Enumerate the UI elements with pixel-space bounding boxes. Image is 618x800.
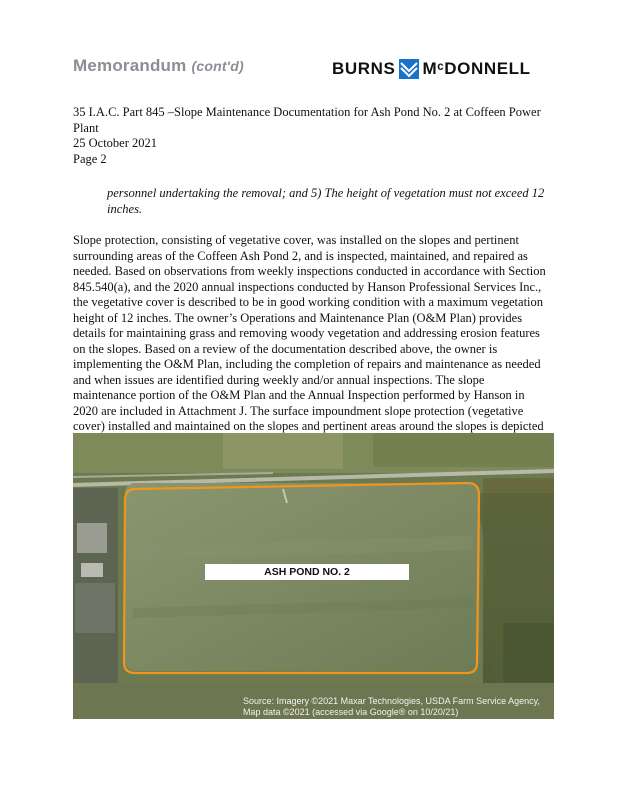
ash-pond-label: ASH POND NO. 2 [205,564,409,580]
memo-title-text: Memorandum [73,56,187,75]
logo-text-left: BURNS [332,59,396,78]
memo-title [73,56,244,76]
logo-mark-icon [399,59,419,79]
credit-line-2: Map data ©2021 (accessed via Google® on 10/20/21) [243,707,459,717]
continued-list-text: personnel undertaking the removal; and 5) The height of vegetation must not exceed 12 inches. [107,186,545,216]
credit-line-1: Source: Imagery ©2021 Maxar Technologies, USDA Farm Service Agency, [243,696,540,706]
logo-text-right: MᶜDONNELL [422,59,531,78]
image-credit [243,696,548,718]
company-logo [332,58,531,80]
reference-line-2: Plant [73,120,99,135]
reference-line-1: 35 I.A.C. Part 845 –Slope Maintenance Documentation for Ash Pond No. 2 at Coffeen Power [73,105,541,119]
main-paragraph: Slope protection, consisting of vegetative cover, was installed on the slopes and pertinent surrounding areas of the Coffeen Ash Pond 2, and is inspected, maintained, and repaired as needed. Based on observations from weekly inspections conducted in accordance with Section 845.540(a), and the 2020 annual inspections conducted by Hanson Professional Services Inc., the vegetative cover is described to be in good working condition with a maximum vegetation height of 12 inches. The owner’s Operations and Maintenance Plan (O&M Plan) provides details for maintaining grass and removing woody vegetation and addressing erosion features on the slopes. Based on a review of the documentation described above, the owner is implementing the O&M Plan, including the completion of repairs and maintenance as needed and when issues are identified during weekly and/or annual inspections. The slope maintenance portion of the O&M Plan and the Annual Inspection performed by Hanson in 2020 are included in Attachment J. The surface impoundment slope protection (vegetative cover) installed and maintained on the slopes and pertinent areas around the slopes is depicted [73,233,546,433]
reference-block [73,105,543,167]
reference-page: Page 2 [73,151,107,166]
reference-date: 25 October 2021 [73,136,158,150]
memo-cont-text: (cont'd) [191,58,244,74]
